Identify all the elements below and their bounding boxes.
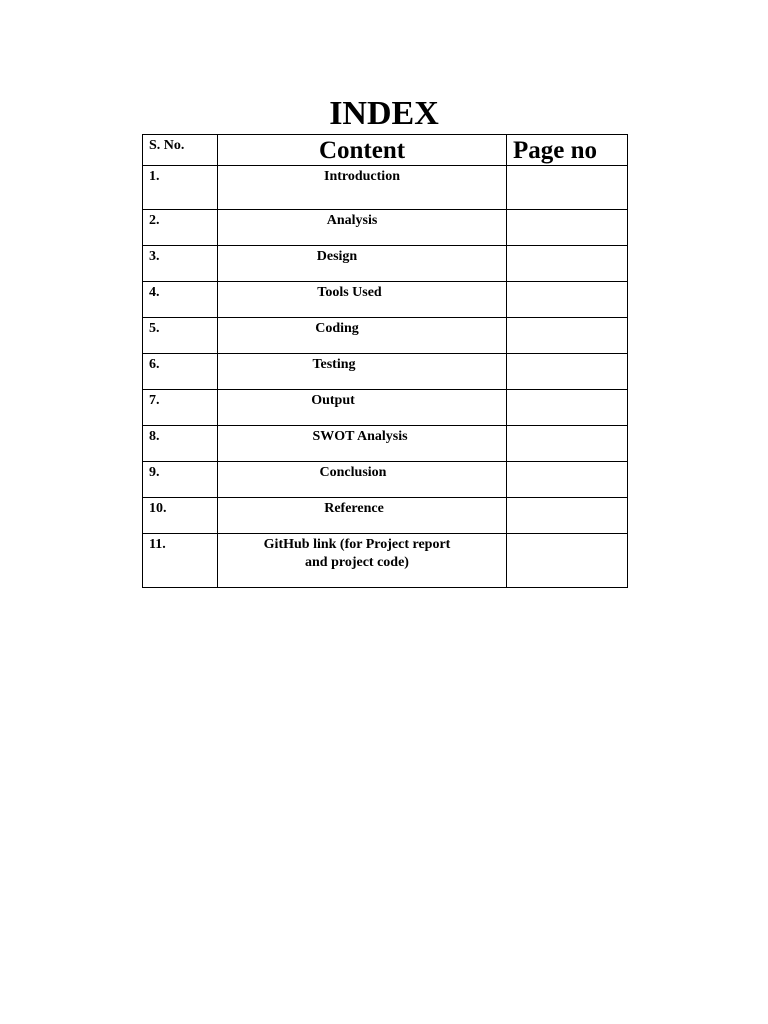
row-content: Reference — [218, 498, 507, 534]
row-content: Testing — [218, 354, 507, 390]
row-page — [507, 166, 628, 210]
header-sno: S. No. — [143, 135, 218, 166]
row-page — [507, 426, 628, 462]
table-row — [143, 354, 628, 390]
table-row — [143, 462, 628, 498]
table-row — [143, 534, 628, 588]
row-content: Introduction — [218, 166, 507, 210]
row-content: GitHub link (for Project report and project code) — [218, 534, 507, 588]
table-row — [143, 210, 628, 246]
row-content: SWOT Analysis — [218, 426, 507, 462]
row-sno: 6. — [143, 354, 218, 390]
row-sno: 1. — [143, 166, 218, 210]
index-table — [142, 134, 628, 588]
table-header-row — [143, 135, 628, 166]
table-row — [143, 166, 628, 210]
row-content: Design — [218, 246, 507, 282]
row-sno: 11. — [143, 534, 218, 588]
row-page — [507, 534, 628, 588]
row-content: Conclusion — [218, 462, 507, 498]
table-row — [143, 426, 628, 462]
row-sno: 8. — [143, 426, 218, 462]
table-row — [143, 390, 628, 426]
row-sno: 4. — [143, 282, 218, 318]
row-content: Analysis — [218, 210, 507, 246]
row-page — [507, 390, 628, 426]
row-sno: 2. — [143, 210, 218, 246]
row-page — [507, 318, 628, 354]
row-page — [507, 462, 628, 498]
row-content: Tools Used — [218, 282, 507, 318]
row-sno: 9. — [143, 462, 218, 498]
table-row — [143, 282, 628, 318]
row-sno: 3. — [143, 246, 218, 282]
row-page — [507, 282, 628, 318]
row-content: Coding — [218, 318, 507, 354]
table-row — [143, 246, 628, 282]
row-page — [507, 354, 628, 390]
page-title: INDEX — [329, 95, 439, 132]
table-row — [143, 498, 628, 534]
row-content: Output — [218, 390, 507, 426]
row-page — [507, 246, 628, 282]
table-row — [143, 318, 628, 354]
header-content: Content — [218, 135, 507, 166]
row-sno: 5. — [143, 318, 218, 354]
row-page — [507, 210, 628, 246]
header-page: Page no — [507, 135, 628, 166]
row-sno: 10. — [143, 498, 218, 534]
row-page — [507, 498, 628, 534]
row-sno: 7. — [143, 390, 218, 426]
